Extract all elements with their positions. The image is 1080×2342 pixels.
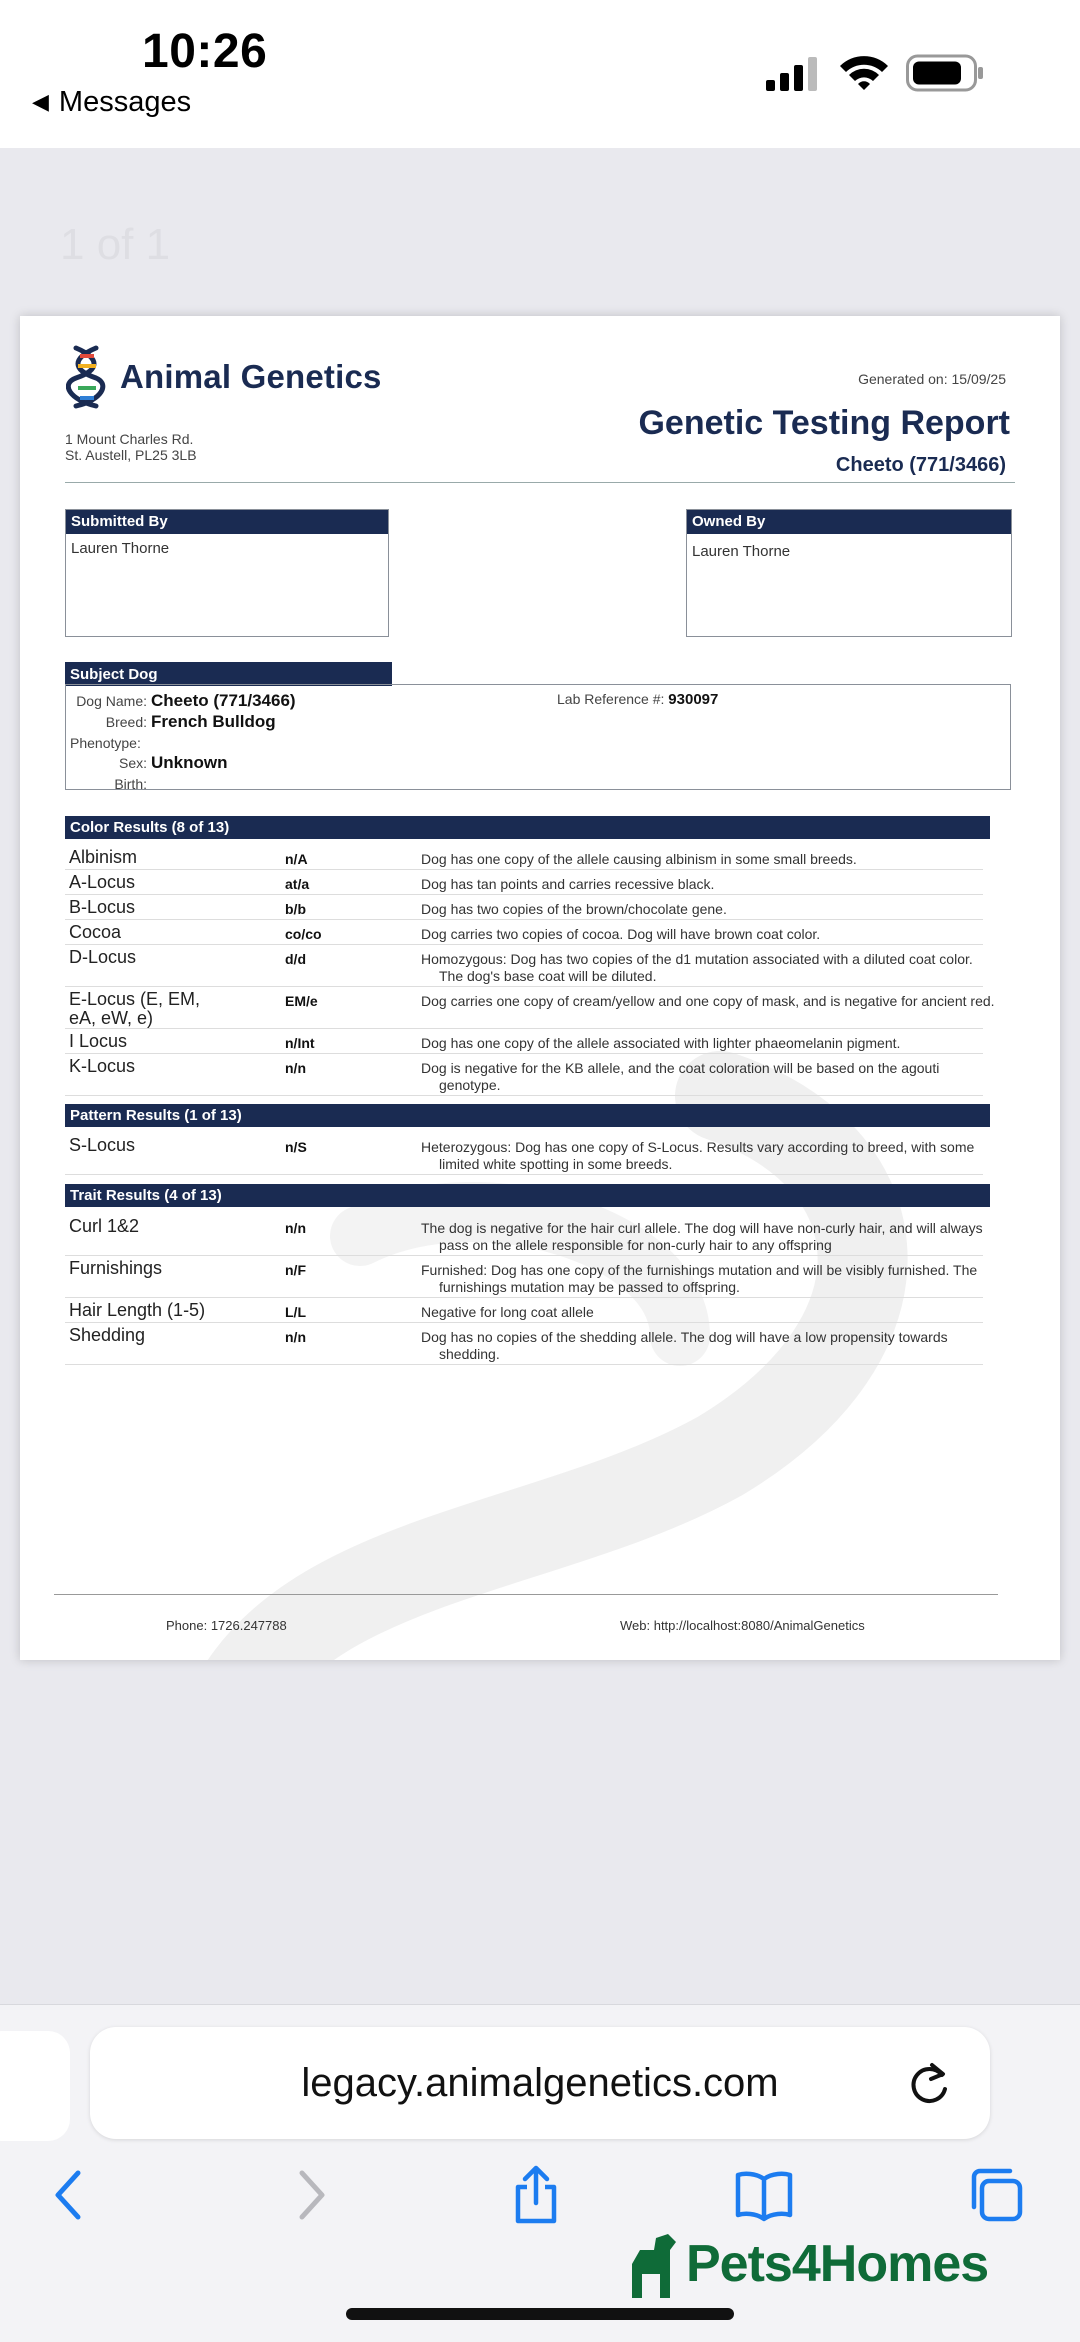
table-row: Cocoa co/co Dog carries two copies of cocoa. Dog will have brown coat color.	[65, 923, 983, 945]
url-text: legacy.animalgenetics.com	[301, 2061, 779, 2105]
pattern-results-header: Pattern Results (1 of 13)	[65, 1104, 990, 1127]
owned-by-value: Lauren Thorne	[692, 543, 791, 560]
home-indicator[interactable]	[346, 2308, 734, 2320]
page-indicator: 1 of 1	[60, 220, 171, 269]
table-row: E-Locus (E, EM, eA, eW, e) EM/e Dog carries one copy of cream/yellow and one copy of mask, and is negative for ancient red.	[65, 990, 983, 1029]
dog-name-value: Cheeto (771/3466)	[151, 691, 296, 710]
table-row: Furnishings n/F Furnished: Dog has one copy of the furnishings mutation and will be visibly furnished. The furnishings mutation may be passed to offspring.	[65, 1259, 983, 1298]
footer-divider	[54, 1594, 998, 1595]
birth-row: Birth:	[114, 776, 147, 792]
generated-date: Generated on: 15/09/25	[858, 371, 1006, 387]
breed-row: Breed: French Bulldog	[105, 712, 276, 731]
pets4homes-watermark	[626, 2228, 989, 2298]
cellular-signal-icon	[764, 56, 822, 92]
tabs-icon[interactable]	[966, 2165, 1026, 2225]
submitted-by-label: Submitted By	[66, 510, 388, 534]
color-results-header: Color Results (8 of 13)	[65, 816, 990, 839]
address-line-1: 1 Mount Charles Rd.	[65, 431, 194, 447]
report-title: Genetic Testing Report	[638, 404, 1010, 442]
report-document	[20, 316, 1060, 1660]
table-row: Hair Length (1-5) L/L Negative for long coat allele	[65, 1301, 983, 1323]
table-row: Curl 1&2 n/n The dog is negative for the hair curl allele. The dog will have non-curly hair, and will always pass on the allele responsible for non-curly hair to any offspring	[65, 1217, 983, 1256]
brand-name: Animal Genetics	[120, 358, 382, 395]
address-line-2: St. Austell, PL25 3LB	[65, 447, 197, 463]
forward-icon[interactable]	[278, 2165, 338, 2225]
clock: 10:26	[142, 25, 268, 78]
table-row: S-Locus n/S Heterozygous: Dog has one copy of S-Locus. Results vary according to breed, with some limited white spotting in some breeds.	[65, 1136, 983, 1175]
wifi-icon	[838, 52, 890, 92]
table-row: Shedding n/n Dog has no copies of the shedding allele. The dog will have a low propensity towards shedding.	[65, 1326, 983, 1365]
share-icon[interactable]	[506, 2165, 566, 2225]
bookmarks-icon[interactable]	[734, 2165, 794, 2225]
breed-value: French Bulldog	[151, 712, 276, 731]
address-bar[interactable]	[90, 2027, 990, 2139]
table-row: K-Locus n/n Dog is negative for the KB allele, and the coat coloration will be based on the agouti genotype.	[65, 1057, 983, 1096]
status-bar	[0, 0, 1080, 148]
table-row: A-Locus at/a Dog has tan points and carries recessive black.	[65, 873, 983, 895]
sex-value: Unknown	[151, 753, 228, 772]
sex-row: Sex: Unknown	[118, 753, 228, 772]
back-icon[interactable]	[42, 2165, 102, 2225]
back-label: Messages	[58, 86, 192, 118]
owned-by-box	[686, 509, 1012, 637]
battery-icon	[906, 54, 986, 92]
pets4homes-brand: Pets4Homes	[686, 2235, 989, 2293]
phenotype-row: Phenotype:	[70, 735, 141, 751]
dog-name-row: Dog Name: Cheeto (771/3466)	[76, 691, 296, 710]
previous-tab-preview[interactable]	[0, 2031, 70, 2141]
footer-web: Web: http://localhost:8080/AnimalGenetics	[620, 1618, 865, 1633]
subject-dog-section	[65, 662, 1011, 792]
back-triangle-icon: ◀	[32, 89, 49, 114]
trait-results-header: Trait Results (4 of 13)	[65, 1184, 990, 1207]
table-row: D-Locus d/d Homozygous: Dog has two copies of the d1 mutation associated with a diluted coat color. The dog's base coat will be diluted.	[65, 948, 983, 987]
report-dog-id: Cheeto (771/3466)	[835, 454, 1006, 476]
reload-icon[interactable]	[906, 2059, 952, 2107]
table-row: I Locus n/Int Dog has one copy of the allele associated with lighter phaeomelanin pigment.	[65, 1032, 983, 1054]
table-row: B-Locus b/b Dog has two copies of the brown/chocolate gene.	[65, 898, 983, 920]
dna-logo-icon	[66, 344, 110, 410]
footer-phone: Phone: 1726.247788	[166, 1618, 287, 1633]
submitted-by-box	[65, 509, 389, 637]
header-divider	[65, 482, 1015, 483]
lab-reference-value: 930097	[668, 691, 719, 708]
lab-address	[65, 431, 197, 463]
pets4homes-logo-icon	[626, 2228, 686, 2298]
submitted-by-value: Lauren Thorne	[71, 540, 170, 557]
table-row: Albinism n/A Dog has one copy of the allele causing albinism in some small breeds.	[65, 848, 983, 870]
owned-by-label: Owned By	[687, 510, 1011, 534]
back-to-messages[interactable]	[32, 86, 191, 119]
lab-reference-row: Lab Reference #: 930097	[557, 691, 719, 708]
subject-dog-label: Subject Dog	[65, 662, 392, 686]
